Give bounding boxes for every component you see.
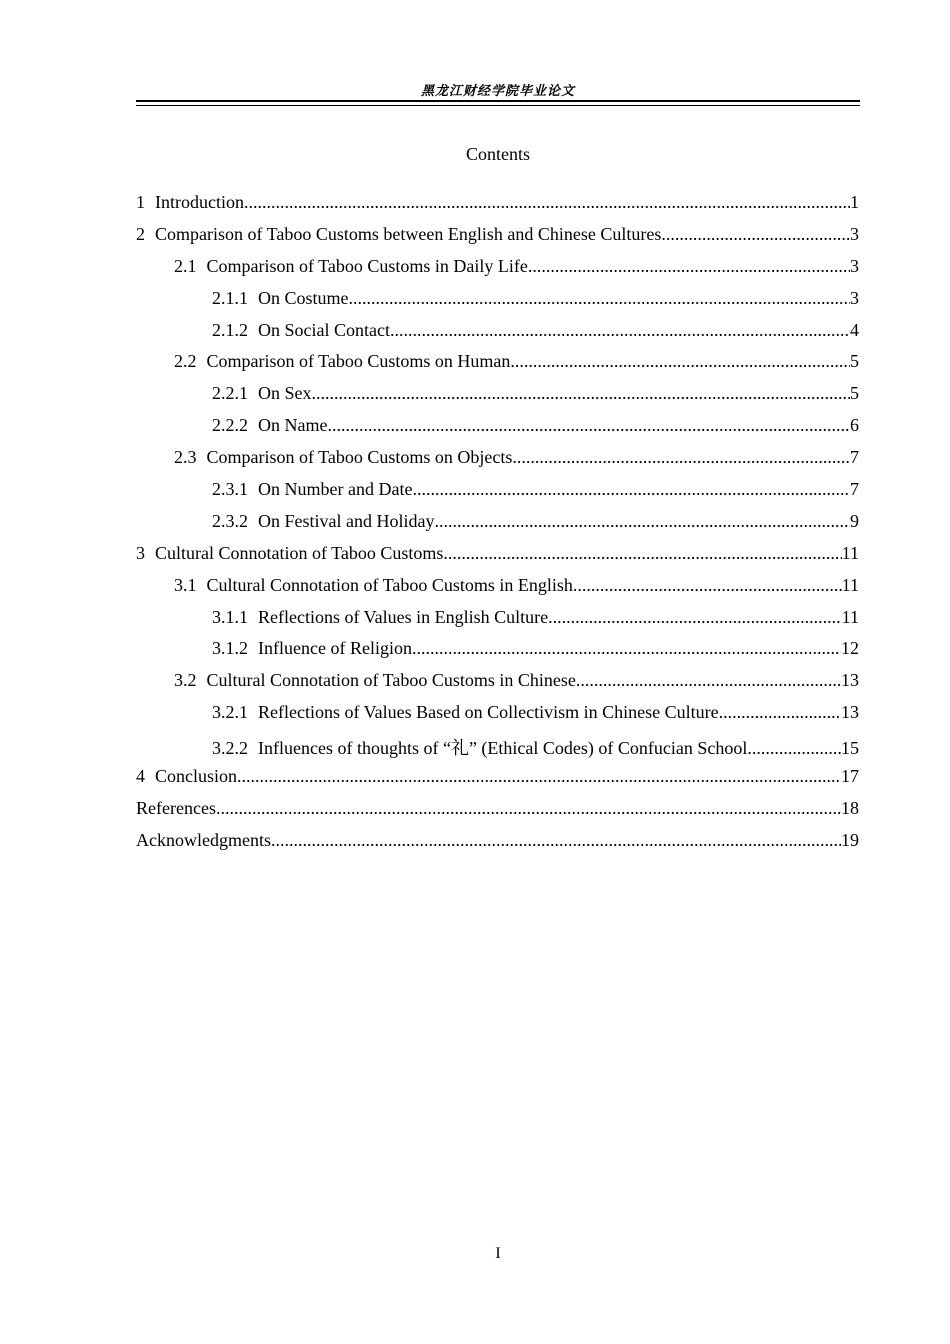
toc-dot-leader xyxy=(216,798,841,819)
header-rule-thin xyxy=(136,105,860,106)
toc-entry-title: On Festival and Holiday xyxy=(258,510,435,531)
toc-dot-leader xyxy=(528,256,850,277)
toc-dot-leader xyxy=(747,738,841,759)
toc-dot-leader xyxy=(548,607,842,628)
toc-entry-page: 13 xyxy=(841,670,859,691)
toc-entry-number: 2.1 xyxy=(174,255,197,276)
toc-entry-page: 1 xyxy=(850,192,859,212)
toc-entry[interactable] xyxy=(136,256,859,288)
toc-dot-leader xyxy=(573,575,842,596)
toc-entry-title: Cultural Connotation of Taboo Customs in English xyxy=(206,574,573,595)
toc-dot-leader xyxy=(434,511,850,532)
toc-entry-title: On Sex xyxy=(258,383,312,404)
toc-entry-page: 11 xyxy=(841,542,859,563)
toc-entry-title: Introduction xyxy=(155,192,244,212)
toc-entry[interactable] xyxy=(136,224,859,256)
toc-entry[interactable] xyxy=(136,288,859,320)
toc-entry-number: 4 xyxy=(136,766,145,787)
page-number: I xyxy=(495,1245,501,1262)
toc-entry-number: 3.2.2 xyxy=(212,738,248,759)
toc-entry-title: On Social Contact xyxy=(258,319,390,340)
toc-entry[interactable] xyxy=(136,766,859,798)
toc-entry-title: On Number and Date xyxy=(258,479,413,500)
toc-entry-page: 3 xyxy=(850,255,859,276)
toc-entry-title: Conclusion xyxy=(155,766,238,787)
toc-entry[interactable] xyxy=(136,607,859,639)
toc-entry-number: 3.2 xyxy=(174,670,197,691)
toc-entry-title: Reflections of Values in English Culture xyxy=(258,606,549,627)
toc-entry-page: 11 xyxy=(841,574,859,595)
toc-entry-page: 15 xyxy=(841,738,859,759)
toc-entry-page: 17 xyxy=(841,766,859,787)
toc-entry-page: 6 xyxy=(850,415,859,436)
toc-dot-leader xyxy=(443,543,841,564)
toc-entry-title: References xyxy=(136,797,216,818)
toc-entry-number: 1 xyxy=(136,192,145,212)
toc-entry[interactable] xyxy=(136,351,859,383)
toc-entry[interactable] xyxy=(136,638,859,670)
toc-entry-number: 3.2.1 xyxy=(212,702,248,723)
toc-entry-title: Cultural Connotation of Taboo Customs xyxy=(155,542,444,563)
toc-entry-title: Influence of Religion xyxy=(258,638,412,659)
toc-dot-leader xyxy=(719,702,841,723)
toc-dot-leader xyxy=(327,415,850,436)
toc-entry-page: 7 xyxy=(850,479,859,500)
toc-entry-title: Comparison of Taboo Customs between English and Chinese Cultures xyxy=(155,223,662,244)
toc-entry-number: 3.1 xyxy=(174,574,197,595)
header-rule-thick xyxy=(136,100,860,102)
toc-entry[interactable] xyxy=(136,383,859,415)
toc-entry-page: 13 xyxy=(841,702,859,723)
toc-entry-number: 2.2.1 xyxy=(212,383,248,404)
toc-entry-page: 9 xyxy=(850,510,859,531)
toc-title: Contents xyxy=(465,144,530,164)
page-header: 黑龙江财经学院毕业论文 xyxy=(420,84,575,99)
toc-entry[interactable] xyxy=(136,575,859,607)
toc-entry[interactable] xyxy=(136,447,859,479)
toc-dot-leader xyxy=(390,320,850,341)
toc-entry[interactable] xyxy=(136,479,859,511)
toc-entry-number: 2.3.1 xyxy=(212,479,248,500)
toc-dot-leader xyxy=(237,766,841,787)
toc-dot-leader xyxy=(244,192,850,213)
toc-entry[interactable] xyxy=(136,543,859,575)
toc-entry-page: 18 xyxy=(841,797,859,818)
toc-entry-page: 5 xyxy=(850,383,859,404)
toc-dot-leader xyxy=(412,479,850,500)
toc-entry-number: 2.1.1 xyxy=(212,287,248,308)
toc-entry-page: 7 xyxy=(850,447,859,468)
toc-entry-number: 3.1.2 xyxy=(212,638,248,659)
toc-dot-leader xyxy=(661,224,850,245)
toc-entry-page: 3 xyxy=(850,223,859,244)
toc-entry-page: 19 xyxy=(841,829,859,850)
toc-entry-page: 3 xyxy=(850,287,859,308)
toc-entry[interactable] xyxy=(136,670,859,702)
toc-entry-title: Reflections of Values Based on Collectivism in Chinese Culture xyxy=(258,702,719,723)
table-of-contents xyxy=(136,192,859,862)
toc-entry-title: Cultural Connotation of Taboo Customs in Chinese xyxy=(206,670,576,691)
toc-entry-title: On Costume xyxy=(258,287,349,308)
toc-dot-leader xyxy=(412,638,841,659)
toc-entry-number: 2.2.2 xyxy=(212,415,248,436)
toc-entry-page: 4 xyxy=(850,319,859,340)
toc-dot-leader xyxy=(576,670,841,691)
toc-entry-page: 12 xyxy=(841,638,859,659)
toc-entry-page: 11 xyxy=(841,606,859,627)
toc-entry-number: 2.1.2 xyxy=(212,319,248,340)
toc-entry-number: 2.3.2 xyxy=(212,510,248,531)
toc-entry-page: 5 xyxy=(850,351,859,372)
toc-entry[interactable] xyxy=(136,734,859,766)
toc-entry-title: Comparison of Taboo Customs on Human xyxy=(206,351,511,372)
toc-entry[interactable] xyxy=(136,830,859,862)
toc-entry-title: Acknowledgments xyxy=(136,829,271,850)
toc-entry-number: 2.3 xyxy=(174,447,197,468)
toc-entry[interactable] xyxy=(136,320,859,352)
toc-entry-title: On Name xyxy=(258,415,328,436)
toc-entry-title: Influences of thoughts of “礼” (Ethical Codes) of Confucian School xyxy=(258,738,748,759)
toc-entry-number: 3 xyxy=(136,542,145,563)
toc-entry-number: 3.1.1 xyxy=(212,606,248,627)
toc-dot-leader xyxy=(312,383,851,404)
toc-entry-number: 2.2 xyxy=(174,351,197,372)
toc-entry-title: Comparison of Taboo Customs in Daily Life xyxy=(206,255,528,276)
toc-entry-number: 2 xyxy=(136,223,145,244)
toc-entry[interactable] xyxy=(136,415,859,447)
toc-entry[interactable] xyxy=(136,192,859,224)
toc-entry[interactable] xyxy=(136,511,859,543)
toc-dot-leader xyxy=(349,288,850,309)
toc-entry[interactable] xyxy=(136,702,859,734)
toc-entry-title: Comparison of Taboo Customs on Objects xyxy=(206,447,513,468)
toc-dot-leader xyxy=(510,351,850,372)
toc-dot-leader xyxy=(512,447,850,468)
toc-entry[interactable] xyxy=(136,798,859,830)
toc-dot-leader xyxy=(271,830,841,851)
